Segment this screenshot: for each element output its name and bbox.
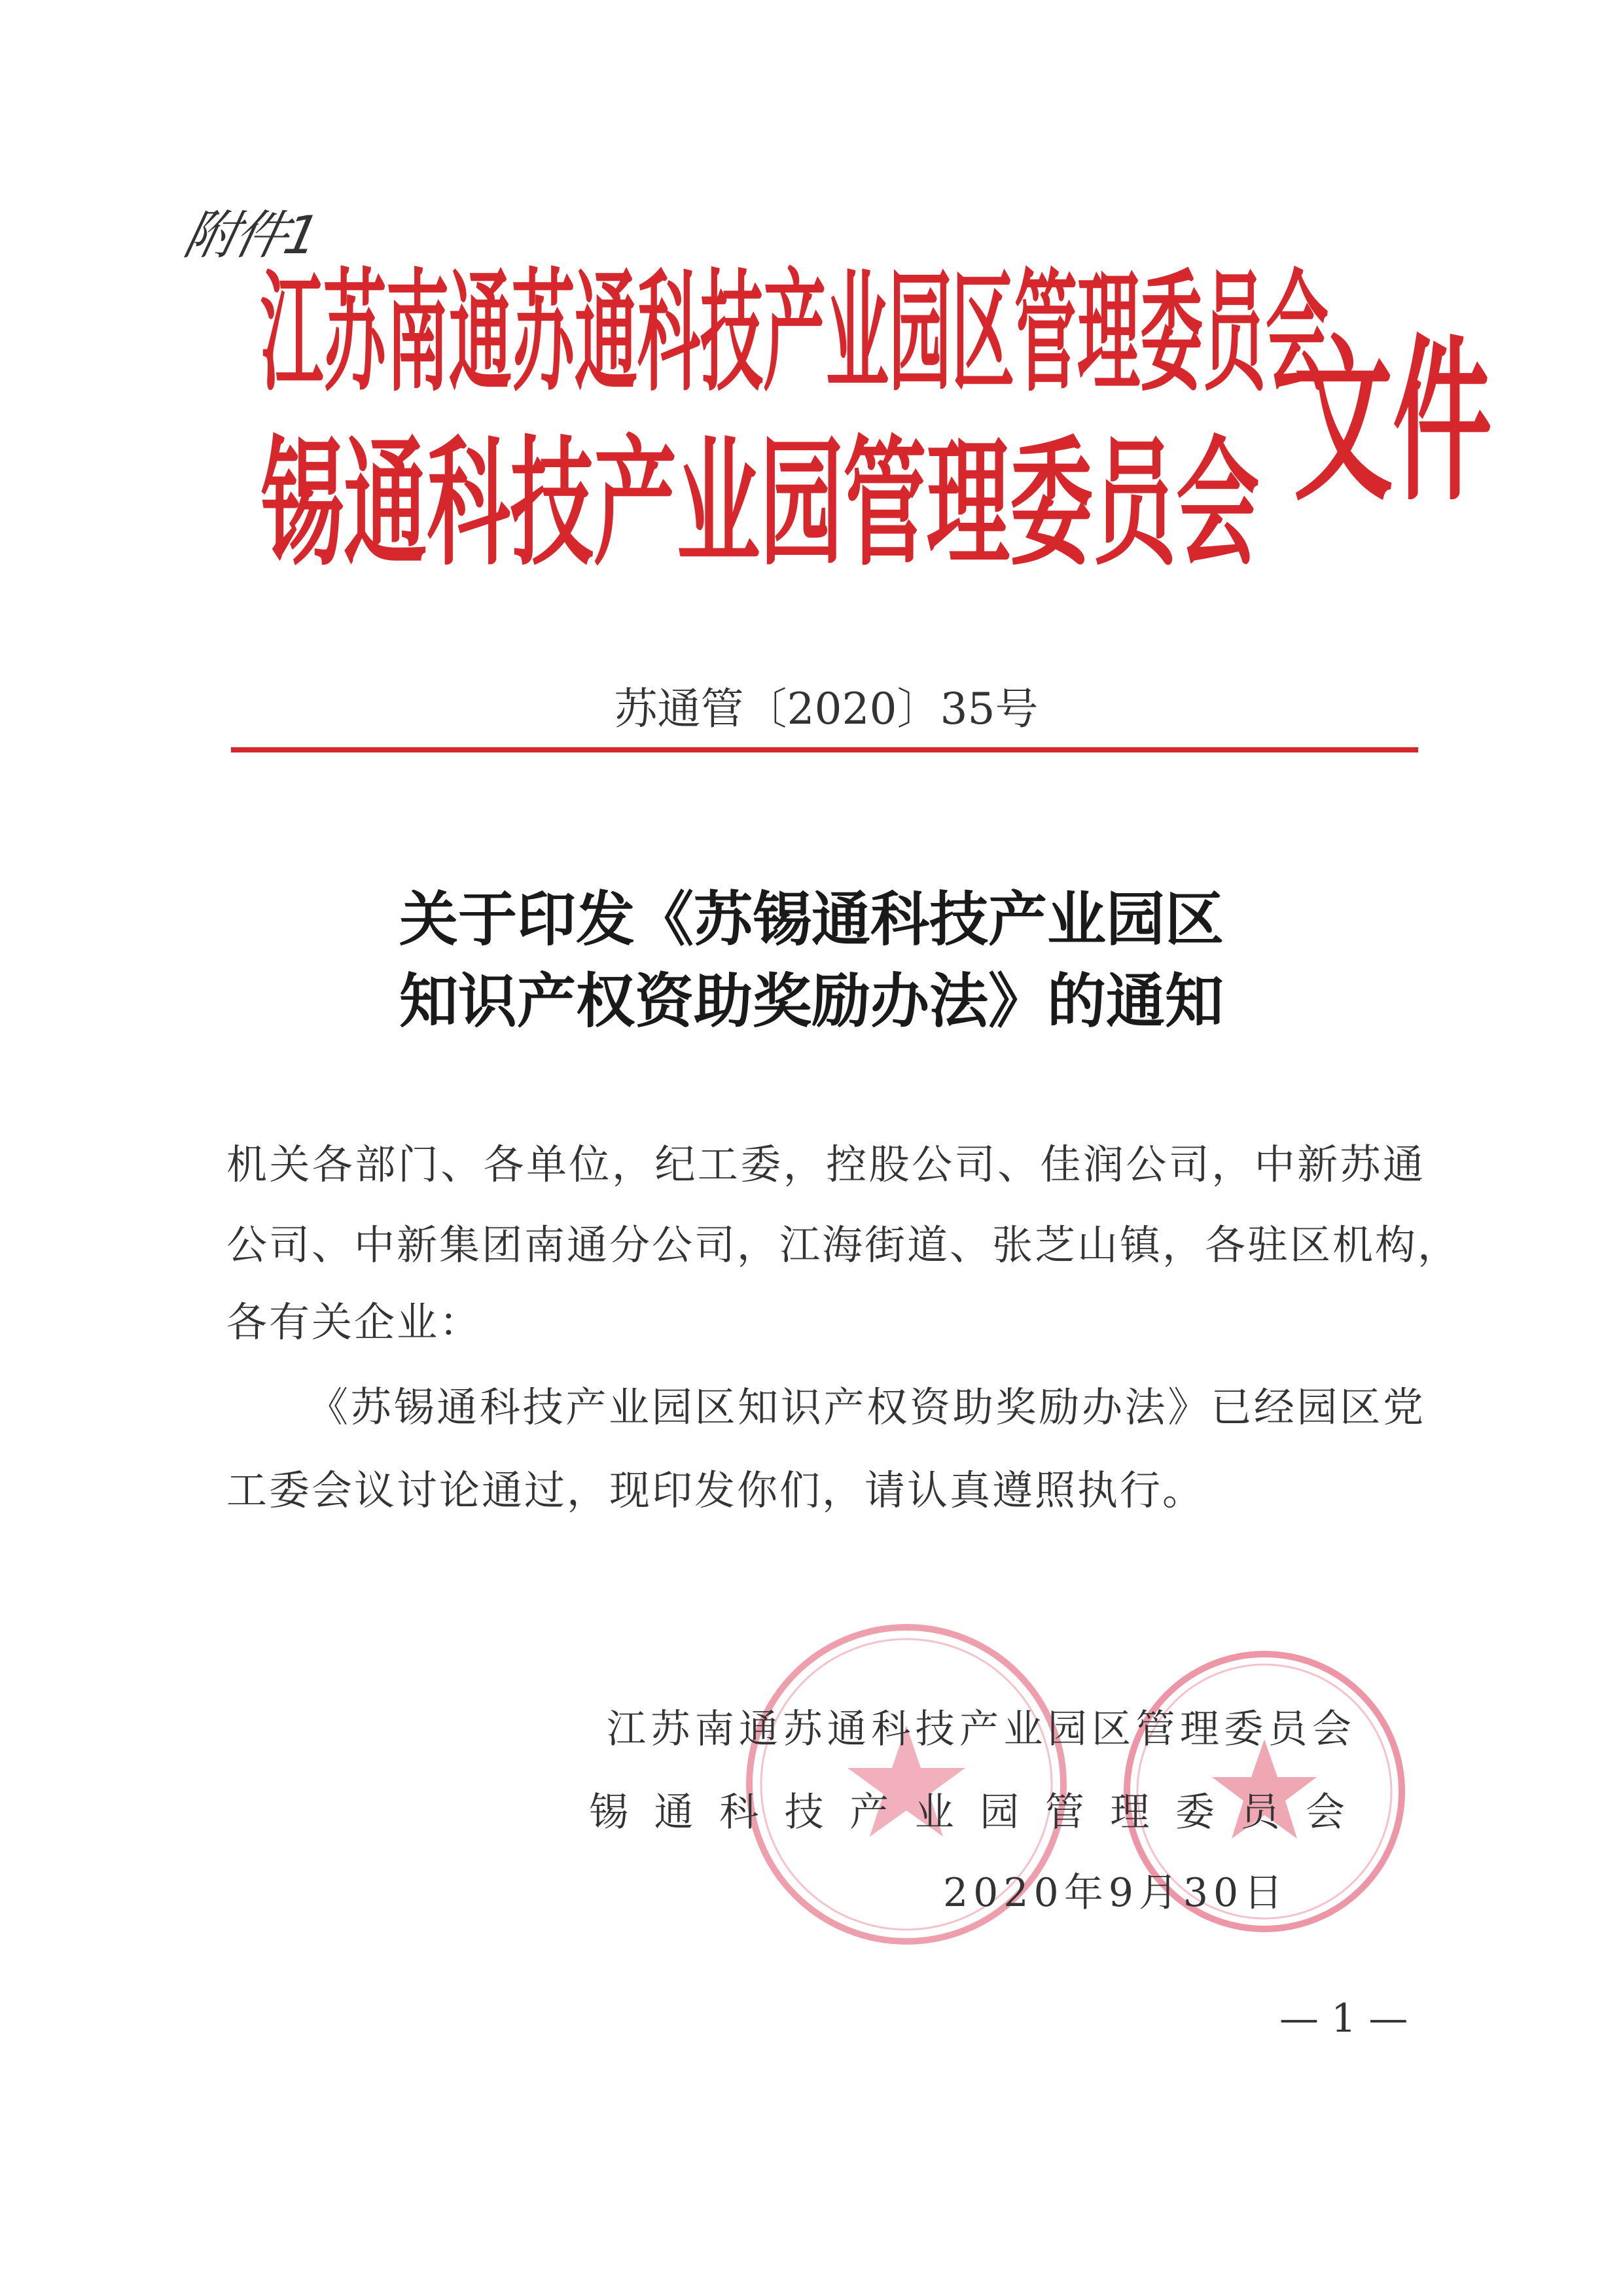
header-org-line1: 江苏南通苏通科技产业园区管理委员会 (260, 257, 1329, 410)
document-number: 苏通管〔2020〕35号 (614, 684, 1039, 734)
paragraph-line: 《苏锡通科技产业园区知识产权资助奖励办法》已经园区党 (308, 1383, 1425, 1431)
title-line1: 关于印发《苏锡通科技产业园区 (399, 885, 1224, 954)
signature-org1: 江苏南通苏通科技产业园区管理委员会 (607, 1706, 1353, 1752)
red-divider-line (231, 747, 1418, 752)
handwritten-annotation: 附件1 (179, 205, 323, 266)
recipients-line: 机关各部门、各单位，纪工委，控股公司、佳润公司，中新苏通 (226, 1140, 1425, 1188)
title-line2: 知识产权资助奖励办法》的通知 (399, 966, 1224, 1036)
signature-date: 2020年9月30日 (943, 1870, 1289, 1916)
header-org-line2: 锡通科技产业园管理委员会 (260, 423, 1260, 584)
signature-org2: 锡通科技产业园管理委员会 (589, 1790, 1345, 1835)
header-doc-word: 文件 (1294, 319, 1492, 525)
paragraph-line: 工委会议讨论通过，现印发你们，请认真遵照执行。 (226, 1466, 1205, 1514)
recipients-line: 各有关企业： (226, 1298, 482, 1346)
page-number: — 1 — (1279, 1996, 1408, 2041)
recipients-line: 公司、中新集团南通分公司，江海街道、张芝山镇，各驻区机构， (226, 1221, 1461, 1269)
